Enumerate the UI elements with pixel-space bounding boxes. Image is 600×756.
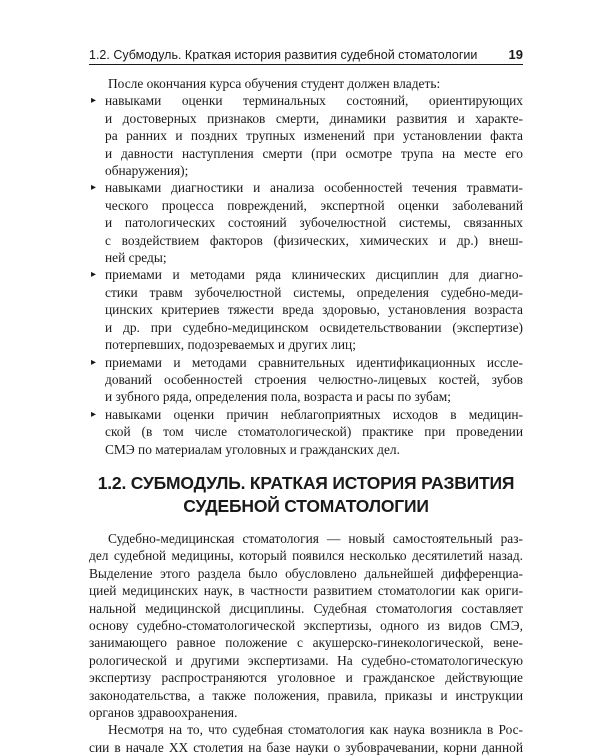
text-line: ней среды; bbox=[105, 250, 167, 266]
heading-line: 1.2. СУБМОДУЛЬ. КРАТКАЯ ИСТОРИЯ РАЗВИТИЯ bbox=[97, 472, 515, 493]
page-number: 19 bbox=[508, 47, 523, 62]
text-line: Судебно-медицинская стоматология — новый самостоятельный раз- bbox=[108, 530, 523, 546]
text-line: цинских критериев тяжести вреда здоровью, установления возраста bbox=[105, 302, 523, 318]
text-line: приемами и методами ряда клинических дисциплин для диагно- bbox=[105, 267, 523, 283]
text-line: нальной медицинской дисциплины. Судебная стоматология составляет bbox=[89, 600, 523, 616]
text-line: Выделение этого раздела было обусловлено дальнейшей дифференциа- bbox=[89, 565, 523, 581]
text-line: основу судебно-стоматологической экспертизы, одного из видов СМЭ, bbox=[89, 617, 523, 633]
list-item bbox=[89, 179, 523, 266]
text-line: стики травм зубочелюстной системы, определения судебно-меди- bbox=[105, 284, 523, 300]
list-item bbox=[89, 406, 523, 458]
text-line: занимающего равное положение с акушерско-гинекологической, вене- bbox=[89, 635, 523, 651]
text-line: экспертизу распространяются уголовное и гражданское действующие bbox=[89, 670, 523, 686]
heading-line: СУДЕБНОЙ СТОМАТОЛОГИИ bbox=[183, 495, 429, 516]
triangle-bullet-icon: ▸ bbox=[91, 95, 97, 107]
text-line: После окончания курса обучения студент должен владеть: bbox=[108, 76, 441, 91]
triangle-bullet-icon: ▸ bbox=[91, 269, 97, 281]
text-line: с воздействием факторов (физических, химических и др.) внеш- bbox=[105, 232, 523, 248]
text-line: и патологических состояний зубочелюстной системы, связанных bbox=[105, 215, 523, 231]
text-line: органов здравоохранения. bbox=[89, 705, 238, 720]
intro-paragraph bbox=[89, 75, 523, 92]
paragraph bbox=[89, 721, 523, 756]
text-line: законодательства, а также положения, правила, приказы и инструкции bbox=[89, 687, 523, 703]
text-line: навыками оценки терминальных состояний, ориентирующих bbox=[105, 93, 523, 109]
running-header bbox=[89, 42, 523, 62]
running-title: 1.2. Субмодуль. Краткая история развития судебной стоматологии bbox=[89, 48, 478, 62]
page-body bbox=[89, 75, 523, 756]
triangle-bullet-icon: ▸ bbox=[91, 182, 97, 194]
text-line: сии в начале XX столетия на базе науки о зубоврачевании, корни данной bbox=[89, 739, 523, 755]
text-line: и зубного ряда, определения пола, возраста и расы по зубам; bbox=[105, 389, 452, 405]
text-line: цией медицинских наук, в частности развитием стоматологии как ориги- bbox=[89, 583, 523, 599]
text-line: дований особенностей строения челюстно-лицевых костей, зубов bbox=[105, 371, 523, 387]
triangle-bullet-icon: ▸ bbox=[91, 408, 97, 420]
text-line: обнаружения); bbox=[105, 163, 189, 179]
text-line: дел судебной медицины, который появился несколько десятилетий назад. bbox=[89, 548, 523, 564]
text-line: ческого процесса повреждений, экспертной оценки заболеваний bbox=[105, 197, 523, 213]
text-line: навыками оценки причин неблагоприятных исходов в медицин- bbox=[105, 406, 523, 422]
header-rule bbox=[89, 64, 523, 65]
section-heading bbox=[89, 472, 523, 518]
list-item bbox=[89, 354, 523, 406]
triangle-bullet-icon: ▸ bbox=[91, 356, 97, 368]
text-line: навыками диагностики и анализа особенностей течения травмати- bbox=[105, 180, 523, 196]
text-line: Несмотря на то, что судебная стоматология как наука возникла в Рос- bbox=[108, 722, 523, 738]
list-item bbox=[89, 92, 523, 179]
text-line: рологической и другими экспертизами. На судебно-стоматологическую bbox=[89, 652, 523, 668]
text-line: потерпевших, подозреваемых и других лиц; bbox=[105, 337, 356, 353]
text-line: ской (в том числе стоматологической) практике при проведении bbox=[105, 424, 523, 440]
text-line: и достоверных признаков смерти, динамики развития и характе- bbox=[105, 110, 523, 126]
paragraph bbox=[89, 530, 523, 721]
text-line: приемами и методами сравнительных идентификационных иссле- bbox=[105, 354, 523, 370]
text-line: и давности наступления смерти (при осмотре трупа на месте его bbox=[105, 145, 523, 161]
text-line: и др. при судебно-медицинском освидетельствовании (экспертизе) bbox=[105, 319, 523, 335]
text-line: СМЭ по материалам уголовных и гражданских дел. bbox=[105, 441, 400, 457]
text-line: ра ранних и поздних трупных изменений при установлении факта bbox=[105, 128, 523, 144]
list-item bbox=[89, 266, 523, 353]
